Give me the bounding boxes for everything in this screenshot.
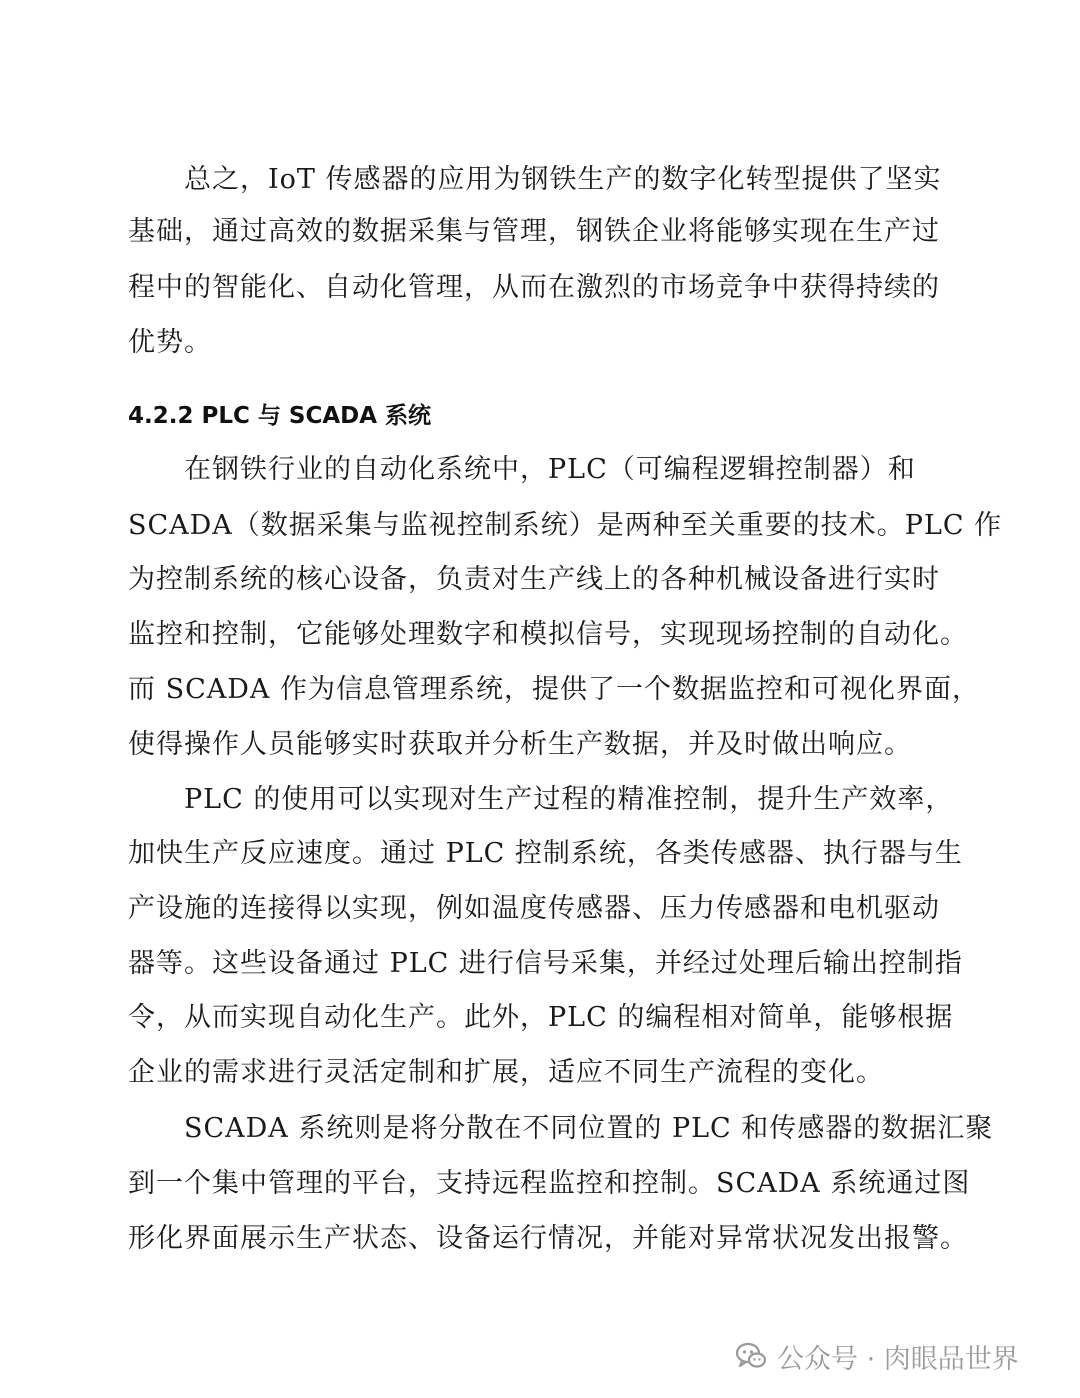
paragraph-2-line-4: 监控和控制，它能够处理数字和模拟信号，实现现场控制的自动化。 [128, 619, 968, 650]
watermark-text: 公众号 · 肉眼品世界 [777, 1343, 1019, 1375]
wechat-icon [735, 1340, 767, 1372]
paragraph-1-line-2: 基础，通过高效的数据采集与管理，钢铁企业将能够实现在生产过 [128, 216, 940, 247]
paragraph-3-line-6: 企业的需求进行灵活定制和扩展，适应不同生产流程的变化。 [128, 1057, 884, 1088]
paragraph-3-line-4: 器等。这些设备通过 PLC 进行信号采集，并经过处理后输出控制指 [128, 948, 963, 979]
paragraph-4-line-2: 到一个集中管理的平台，支持远程监控和控制。SCADA 系统通过图 [128, 1168, 971, 1199]
paragraph-4-line-1: SCADA 系统则是将分散在不同位置的 PLC 和传感器的数据汇聚 [184, 1113, 994, 1144]
paragraph-2-line-6: 使得操作人员能够实时获取并分析生产数据，并及时做出响应。 [128, 729, 912, 760]
paragraph-3-line-2: 加快生产反应速度。通过 PLC 控制系统，各类传感器、执行器与生 [128, 838, 963, 869]
paragraph-1-line-4: 优势。 [128, 327, 212, 358]
paragraph-1-line-1: 总之，IoT 传感器的应用为钢铁生产的数字化转型提供了坚实 [184, 164, 942, 195]
paragraph-2-line-1: 在钢铁行业的自动化系统中，PLC（可编程逻辑控制器）和 [184, 454, 916, 485]
paragraph-3-line-1: PLC 的使用可以实现对生产过程的精准控制，提升生产效率， [184, 784, 954, 815]
watermark [735, 1336, 1019, 1376]
paragraph-2-line-2: SCADA（数据采集与监视控制系统）是两种至关重要的技术。PLC 作 [128, 510, 1003, 541]
paragraph-1-line-3: 程中的智能化、自动化管理，从而在激烈的市场竞争中获得持续的 [128, 272, 940, 303]
paragraph-3-line-3: 产设施的连接得以实现，例如温度传感器、压力传感器和电机驱动 [128, 893, 940, 924]
paragraph-2-line-5: 而 SCADA 作为信息管理系统，提供了一个数据监控和可视化界面， [128, 674, 980, 705]
paragraph-2-line-3: 为控制系统的核心设备，负责对生产线上的各种机械设备进行实时 [128, 564, 940, 595]
section-heading: 4.2.2 PLC 与 SCADA 系统 [128, 403, 432, 429]
paragraph-3-line-5: 令，从而实现自动化生产。此外，PLC 的编程相对简单，能够根据 [128, 1002, 954, 1033]
paragraph-4-line-3: 形化界面展示生产状态、设备运行情况，并能对异常状况发出报警。 [128, 1223, 968, 1254]
